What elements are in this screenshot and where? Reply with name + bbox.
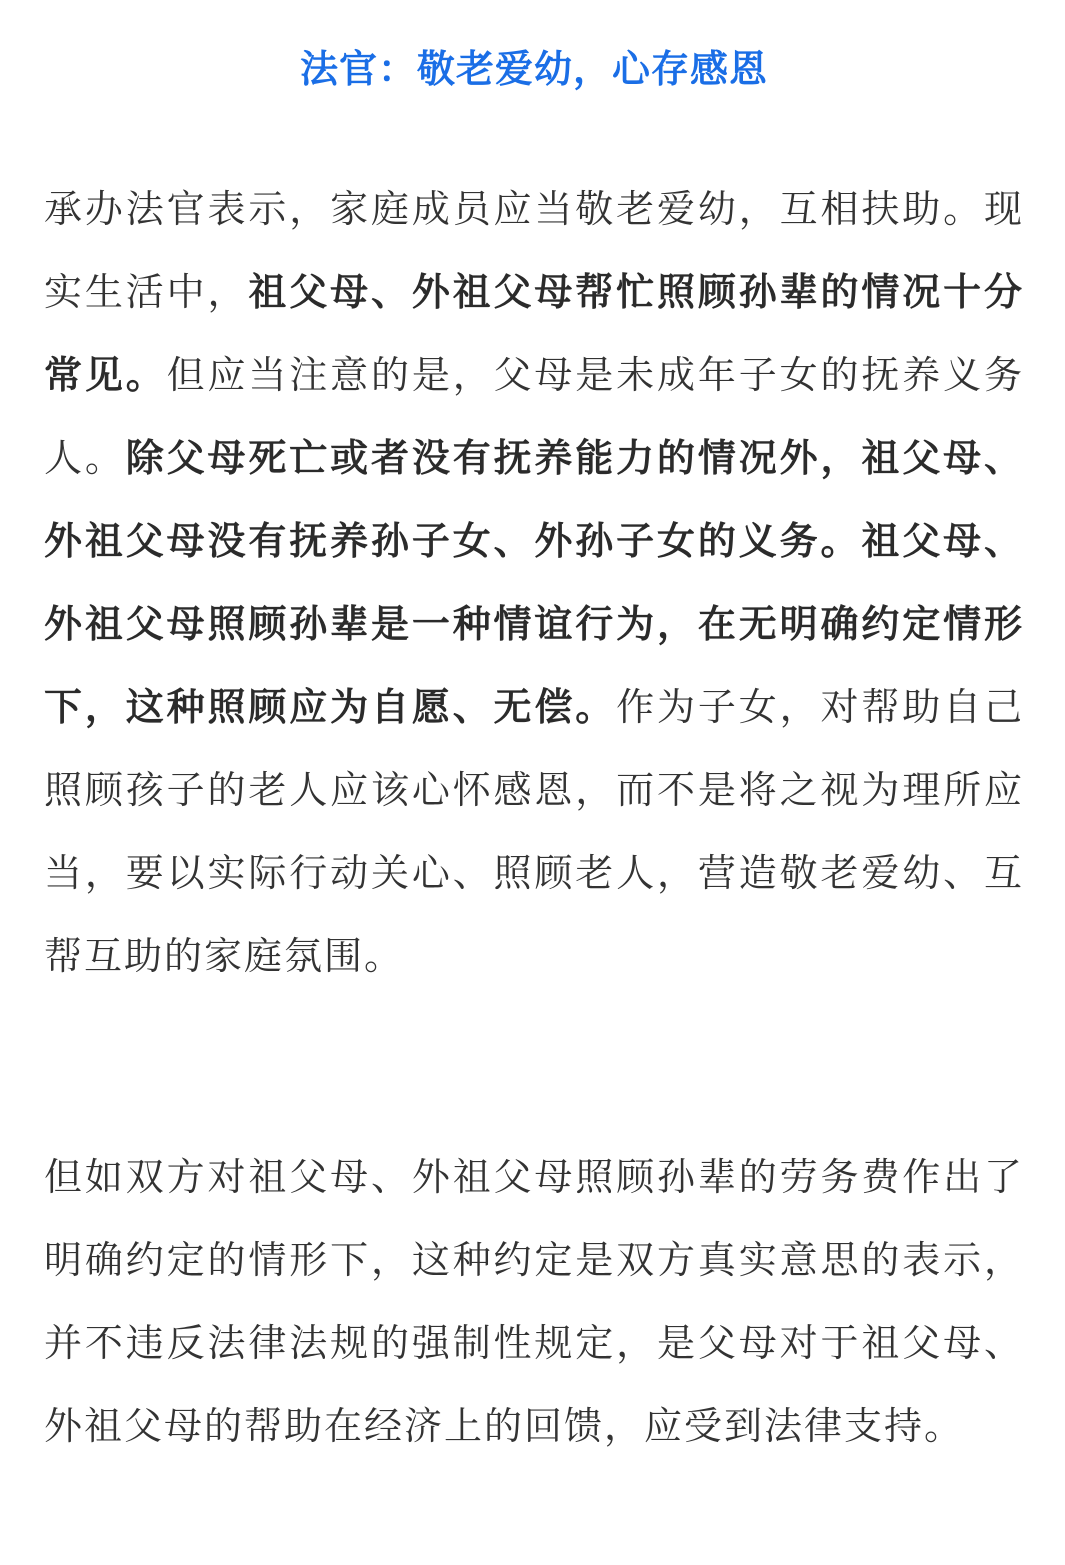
section-title: 法官：敬老爱幼，心存感恩 [299,47,768,91]
paragraph-1-text-3: 作为子女，对帮助自己照顾孩子的老人应该心怀感恩，而不是将之视为理所应当，要以实际行动关心、照顾老人，营造敬老爱幼、互帮互助的家庭氛围。 [44,685,1024,978]
paragraph-1-text-2: 但应当注意的是，父母是未成年子女的抚养义务人。 [44,353,1024,480]
paragraph-2: 但如双方对祖父母、外祖父母照顾孙辈的劳务费作出了明确约定的情形下，这种约定是双方真实意思的表示，并不违反法律法规的强制性规定，是父母对于祖父母、外祖父母的帮助在经济上的回馈，应受到法律支持。 [44,1155,1024,1448]
paragraph-1-text-1: 承办法官表示，家庭成员应当敬老爱幼，互相扶助。现实生活中， [44,187,1024,314]
paragraph-1-bold-1: 祖父母、外祖父母帮忙照顾孙辈的情况十分常见。 [44,270,1024,397]
paragraph-1-bold-2: 除父母死亡或者没有抚养能力的情况外，祖父母、外祖父母没有抚养孙子女、外孙子女的义务。祖父母、外祖父母照顾孙辈是一种情谊行为，在无明确约定情形下，这种照顾应为自愿、无偿。 [44,436,1024,729]
paragraph-1 [44,168,1024,998]
